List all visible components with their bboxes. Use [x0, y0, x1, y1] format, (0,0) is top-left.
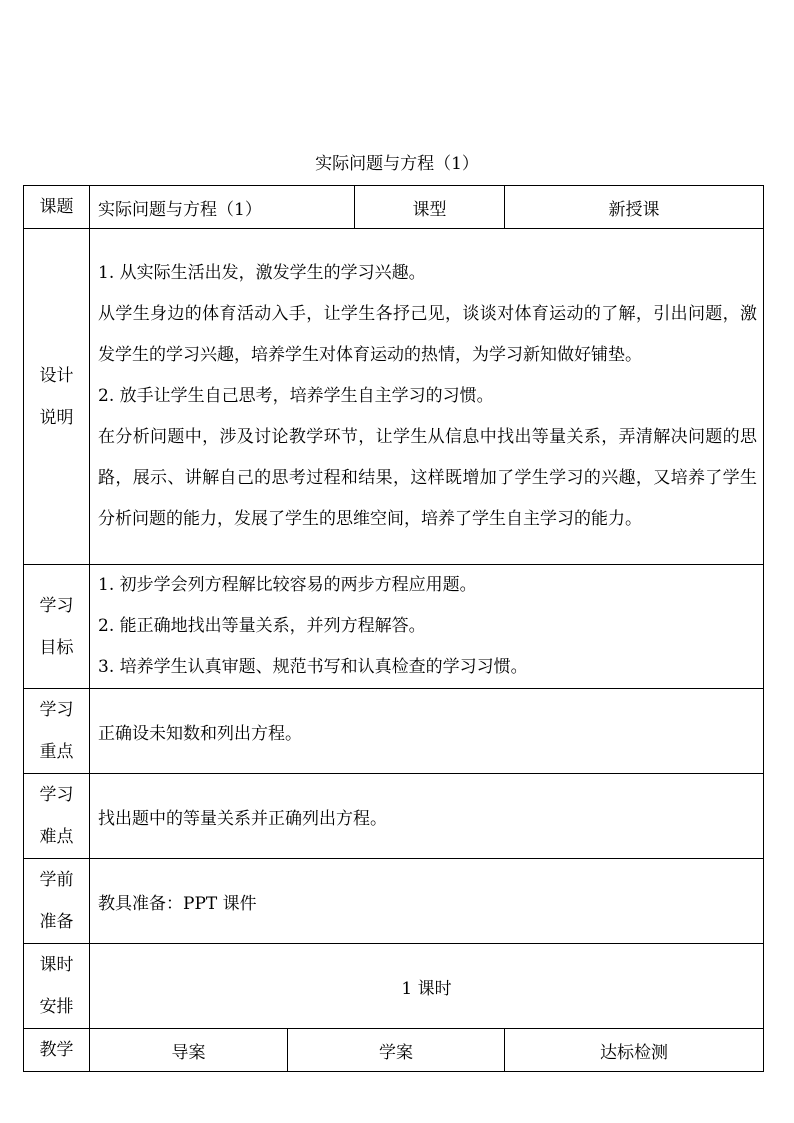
assessment-header: 达标检测 — [505, 1029, 764, 1072]
key-points-text: 正确设未知数和列出方程。 — [90, 689, 764, 774]
type-value: 新授课 — [505, 186, 764, 229]
type-label: 课型 — [355, 186, 505, 229]
key-points-label: 学习 重点 — [24, 689, 90, 774]
design-paragraph: 从学生身边的体育活动入手，让学生各抒己见，谈谈对体育运动的了解，引出问题，激发学生的学习兴趣，培养学生对体育运动的热情，为学习新知做好铺垫。 — [98, 304, 758, 365]
key-points-row — [24, 689, 764, 774]
header-row — [24, 186, 764, 229]
page-title: 实际问题与方程（1） — [315, 154, 479, 174]
design-paragraph: 1. 从实际生活出发，激发学生的学习兴趣。 — [98, 263, 426, 283]
schedule-label: 课时 安排 — [24, 944, 90, 1029]
design-label: 设计 说明 — [24, 229, 90, 565]
goal-item: 2. 能正确地找出等量关系，并列方程解答。 — [98, 616, 426, 636]
goals-label: 学习 目标 — [24, 565, 90, 689]
goals-content — [90, 565, 764, 689]
preparation-row — [24, 859, 764, 944]
study-plan-header: 学案 — [288, 1029, 505, 1072]
teaching-label: 教学 — [24, 1029, 90, 1072]
guide-plan-header: 导案 — [90, 1029, 288, 1072]
goals-row — [24, 565, 764, 689]
schedule-text: 1 课时 — [90, 944, 764, 1029]
design-paragraph: 2. 放手让学生自己思考，培养学生自主学习的习惯。 — [98, 386, 494, 406]
goal-item: 3. 培养学生认真审题、规范书写和认真检查的学习习惯。 — [98, 657, 528, 677]
topic-label: 课题 — [24, 186, 90, 229]
schedule-row — [24, 944, 764, 1029]
difficulties-row — [24, 774, 764, 859]
teaching-row — [24, 1029, 764, 1072]
preparation-text: 教具准备：PPT 课件 — [90, 859, 764, 944]
difficulties-text: 找出题中的等量关系并正确列出方程。 — [90, 774, 764, 859]
design-paragraph: 在分析问题中，涉及讨论教学环节，让学生从信息中找出等量关系，弄清解决问题的思路，展示、讲解自己的思考过程和结果，这样既增加了学生学习的兴趣，又培养了学生分析问题的能力，发展了学生的思维空间，培养了学生自主学习的能力。 — [98, 427, 758, 529]
preparation-label: 学前 准备 — [24, 859, 90, 944]
difficulties-label: 学习 难点 — [24, 774, 90, 859]
topic-value: 实际问题与方程（1） — [90, 186, 355, 229]
lesson-plan-table — [23, 185, 764, 1072]
design-content — [90, 229, 764, 565]
design-row — [24, 229, 764, 565]
goal-item: 1. 初步学会列方程解比较容易的两步方程应用题。 — [98, 575, 477, 595]
